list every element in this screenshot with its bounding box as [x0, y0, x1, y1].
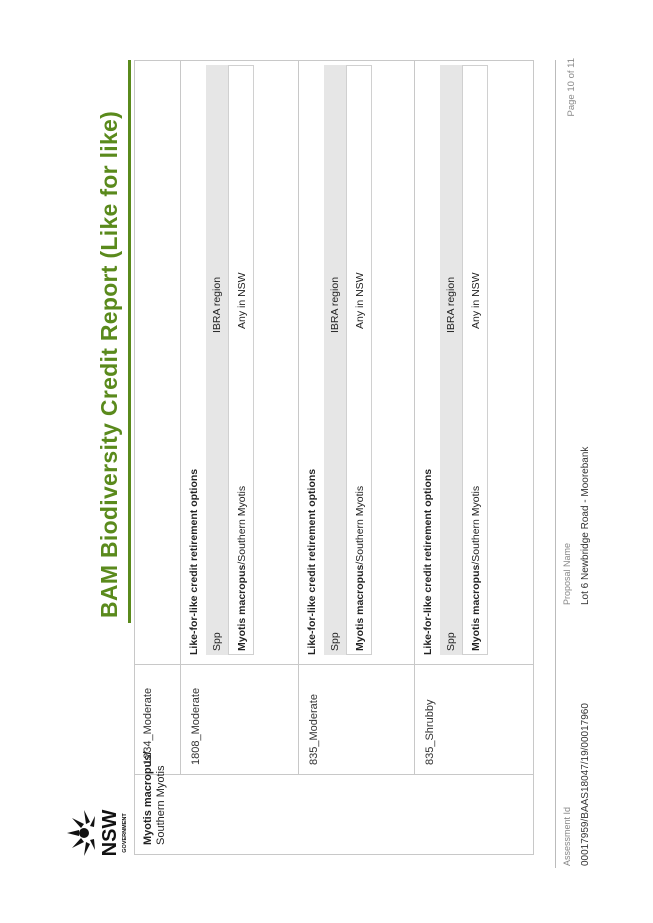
svg-text:GOVERNMENT: GOVERNMENT	[122, 813, 128, 853]
page-number: Page 10 of 11	[566, 58, 577, 117]
zone-code: 835_Shrubby	[424, 699, 436, 765]
species-scientific-name: Myotis macropus/	[142, 751, 154, 845]
col-spp: Spp	[329, 632, 341, 651]
nsw-government-logo	[62, 798, 132, 868]
options-header-row	[206, 65, 228, 655]
proposal-name-value: Lot 6 Newbridge Road - Moorebank	[580, 446, 591, 605]
svg-text:NSW: NSW	[99, 809, 121, 857]
options-row-border	[346, 65, 372, 655]
title-underline	[128, 60, 131, 623]
option-region: Any in NSW	[236, 272, 248, 329]
col-spp: Spp	[445, 632, 457, 651]
report-title: BAM Biodiversity Credit Report (Like for like)	[96, 110, 122, 618]
footer-divider	[555, 60, 556, 868]
assessment-id-label: Assessment Id	[562, 806, 572, 866]
option-region: Any in NSW	[354, 272, 366, 329]
proposal-name-label: Proposal Name	[562, 542, 572, 605]
like-for-like-heading: Like-for-like credit retirement options	[306, 468, 318, 655]
like-for-like-options	[188, 65, 288, 655]
col-spp: Spp	[211, 632, 223, 651]
options-row-border	[228, 65, 254, 655]
option-species: Myotis macropus/Southern Myotis	[354, 485, 366, 651]
species-credit-table	[134, 60, 534, 855]
options-row-border	[462, 65, 488, 655]
options-header-row	[324, 65, 346, 655]
col-ibra-region: IBRA region	[329, 276, 341, 333]
species-cell	[142, 751, 168, 845]
options-header-row	[440, 65, 462, 655]
zone-code: 835_Moderate	[308, 694, 320, 765]
zone-code: 1234_Moderate	[142, 687, 154, 765]
like-for-like-options	[422, 65, 522, 655]
option-species: Myotis macropus/Southern Myotis	[470, 485, 482, 651]
option-species: Myotis macropus/Southern Myotis	[236, 485, 248, 651]
option-region: Any in NSW	[470, 272, 482, 329]
like-for-like-options	[306, 65, 406, 655]
col-ibra-region: IBRA region	[445, 276, 457, 333]
species-common-name: Southern Myotis	[155, 765, 167, 845]
zone-code: 1808_Moderate	[190, 687, 202, 765]
assessment-id-value: 00017959/BAAS18047/19/00017960	[580, 703, 591, 866]
like-for-like-heading: Like-for-like credit retirement options	[422, 468, 434, 655]
like-for-like-heading: Like-for-like credit retirement options	[188, 468, 200, 655]
col-ibra-region: IBRA region	[211, 276, 223, 333]
